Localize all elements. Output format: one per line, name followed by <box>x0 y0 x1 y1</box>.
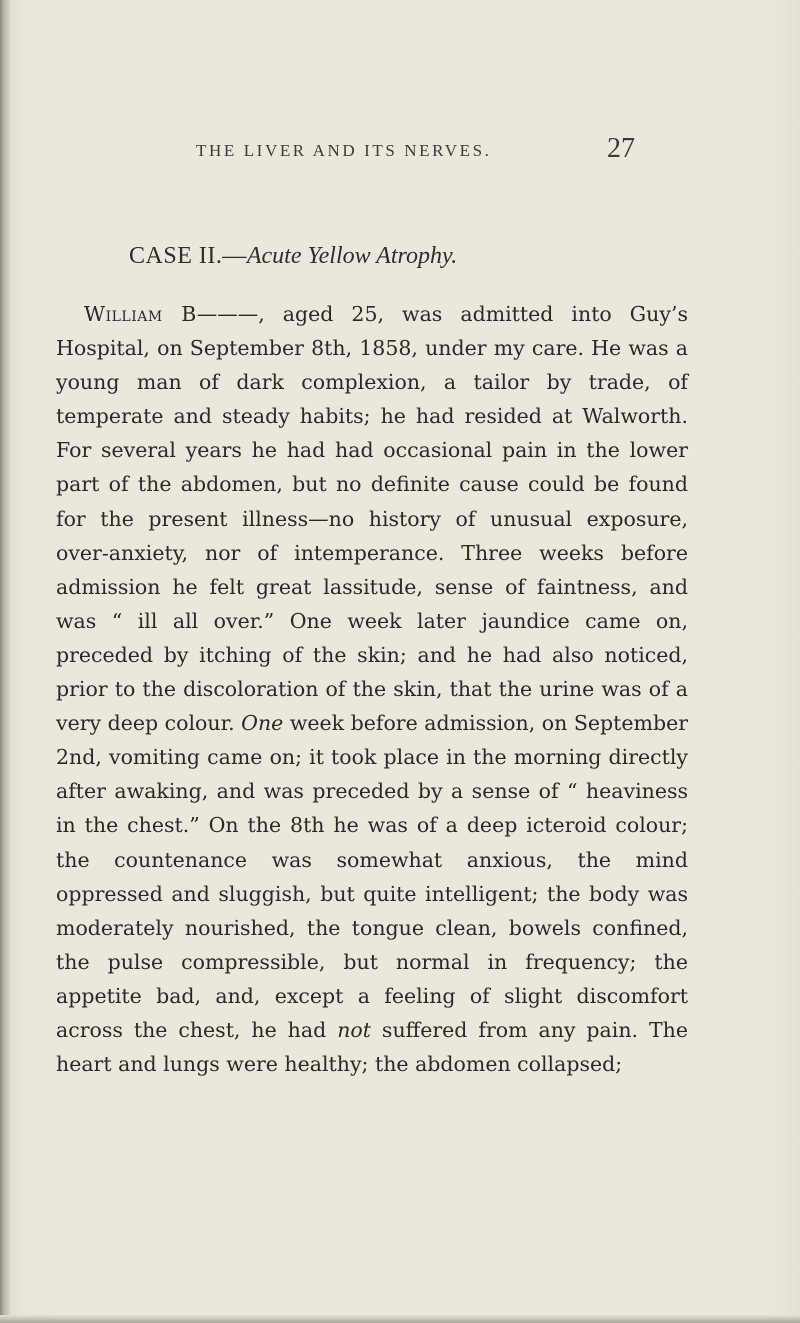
case-heading <box>129 243 457 270</box>
paragraph-text: ———, aged 25, was admitted into Guy’s Hospital, on September 8th, 1858, under my care. He was a young man of dark complexion, a tailor by trade, of temperate and steady habits; he had resided at Walworth. For several years he had had occasional pain in the lower part of the abdomen, but no definite cause could be found for the present illness—no history of unusual exposure, over-anxiety, nor of intemperance. Three weeks before admission he felt great lassitude, sense of faintness, and was “ ill all over.” One week later jaundice came on, preceded by itching of the skin; and he had also noticed, prior to the discoloration of the skin, that the urine was of a very deep colour. <box>56 302 688 736</box>
paragraph-text: suffered from any pain. The heart and lungs were healthy; the abdomen collapsed; <box>56 1017 689 1077</box>
case-body <box>56 297 688 1081</box>
paragraph-text: week before admission, on September 2nd, vomiting came on; it took place in the morning directly after awaking, and was preceded by a sense of “ heaviness in the chest.” On the 8th he was of a deep icteroid colour; the countenance was somewhat anxious, the mind oppressed and sluggish, but quite intelligent; the body was moderately nourished, the tongue clean, bowels confined, the pulse compressible, but normal in frequency; the appetite bad, and, except a feeling of slight discomfort across the chest, he had <box>56 711 689 1042</box>
page-number: 27 <box>607 133 635 164</box>
case-subtitle: Acute Yellow Atrophy. <box>246 243 458 269</box>
case-number: CASE II.— <box>129 243 247 269</box>
case-paragraph <box>56 297 688 1081</box>
emphasis-not: not <box>337 1017 371 1042</box>
emphasis-one: One <box>241 711 284 736</box>
page-binding-edge <box>0 0 10 1323</box>
running-head-title: THE LIVER AND ITS NERVES. <box>196 141 492 160</box>
running-head <box>0 133 800 167</box>
patient-name: William B <box>84 302 197 326</box>
page-bottom-edge <box>0 1315 800 1323</box>
